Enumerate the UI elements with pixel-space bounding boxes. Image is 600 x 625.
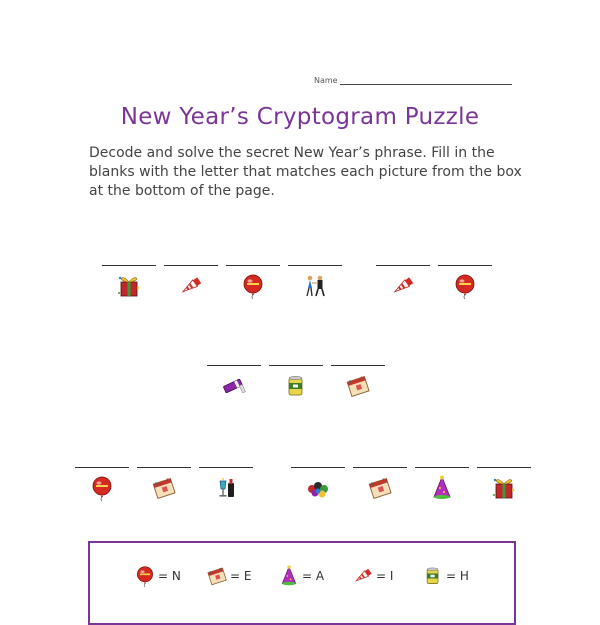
key-value: = E [230, 569, 252, 583]
gift-box-icon [491, 475, 517, 501]
name-field [314, 74, 512, 85]
letter-blank[interactable] [207, 365, 261, 366]
puzzle-slot [226, 265, 280, 299]
gift-box-icon [116, 273, 142, 299]
puzzle-slot [137, 467, 191, 501]
key-value: = I [376, 569, 394, 583]
instructions-text: Decode and solve the secret New Year’s phrase. Fill in the blanks with the letter that matches each picture from the box at the bottom of the page. [89, 145, 522, 199]
letter-blank[interactable] [288, 265, 342, 266]
balloon-icon [240, 273, 266, 299]
puzzle-slot [376, 265, 430, 299]
puzzle-slot [75, 467, 129, 501]
puzzle-slot [207, 365, 261, 399]
key-item [278, 565, 324, 587]
confetti-icon [305, 475, 331, 501]
dancers-icon [302, 273, 328, 299]
champagne-icon [213, 475, 239, 501]
name-label: Name [314, 76, 338, 85]
party-hat-icon [429, 475, 455, 501]
key-item [134, 565, 181, 587]
letter-blank[interactable] [226, 265, 280, 266]
key-value: = H [446, 569, 469, 583]
balloon-icon [134, 565, 156, 587]
letter-blank[interactable] [269, 365, 323, 366]
letter-blank[interactable] [164, 265, 218, 266]
letter-blank[interactable] [75, 467, 129, 468]
key-item [352, 565, 393, 587]
letter-blank[interactable] [199, 467, 253, 468]
puzzle-slot [164, 265, 218, 299]
calendar-icon [206, 565, 228, 587]
answer-key-box [88, 541, 516, 625]
cider-can-icon [422, 565, 444, 587]
letter-blank[interactable] [415, 467, 469, 468]
cider-can-icon [283, 373, 309, 399]
key-item [422, 565, 469, 587]
key-item [206, 565, 251, 587]
balloon-icon [452, 273, 478, 299]
party-horn-icon [178, 273, 204, 299]
name-blank[interactable] [340, 74, 512, 85]
letter-blank[interactable] [137, 467, 191, 468]
letter-blank[interactable] [353, 467, 407, 468]
letter-blank[interactable] [376, 265, 430, 266]
puzzle-slot [269, 365, 323, 399]
letter-blank[interactable] [102, 265, 156, 266]
puzzle-slot [291, 467, 345, 501]
puzzle-slot [102, 265, 156, 299]
puzzle-slot [331, 365, 385, 399]
puzzle-slot [199, 467, 253, 501]
party-hat-icon [278, 565, 300, 587]
puzzle-slot [288, 265, 342, 299]
letter-blank[interactable] [331, 365, 385, 366]
letter-blank[interactable] [291, 467, 345, 468]
letter-blank[interactable] [438, 265, 492, 266]
calendar-icon [151, 475, 177, 501]
page-title: New Year’s Cryptogram Puzzle [120, 104, 480, 130]
key-value: = N [158, 569, 181, 583]
noisemaker-icon [221, 373, 247, 399]
key-value: = A [302, 569, 325, 583]
party-horn-icon [390, 273, 416, 299]
calendar-icon [367, 475, 393, 501]
party-horn-icon [352, 565, 374, 587]
puzzle-slot [353, 467, 407, 501]
puzzle-slot [477, 467, 531, 501]
puzzle-slot [415, 467, 469, 501]
puzzle-slot [438, 265, 492, 299]
letter-blank[interactable] [477, 467, 531, 468]
balloon-icon [89, 475, 115, 501]
calendar-icon [345, 373, 371, 399]
